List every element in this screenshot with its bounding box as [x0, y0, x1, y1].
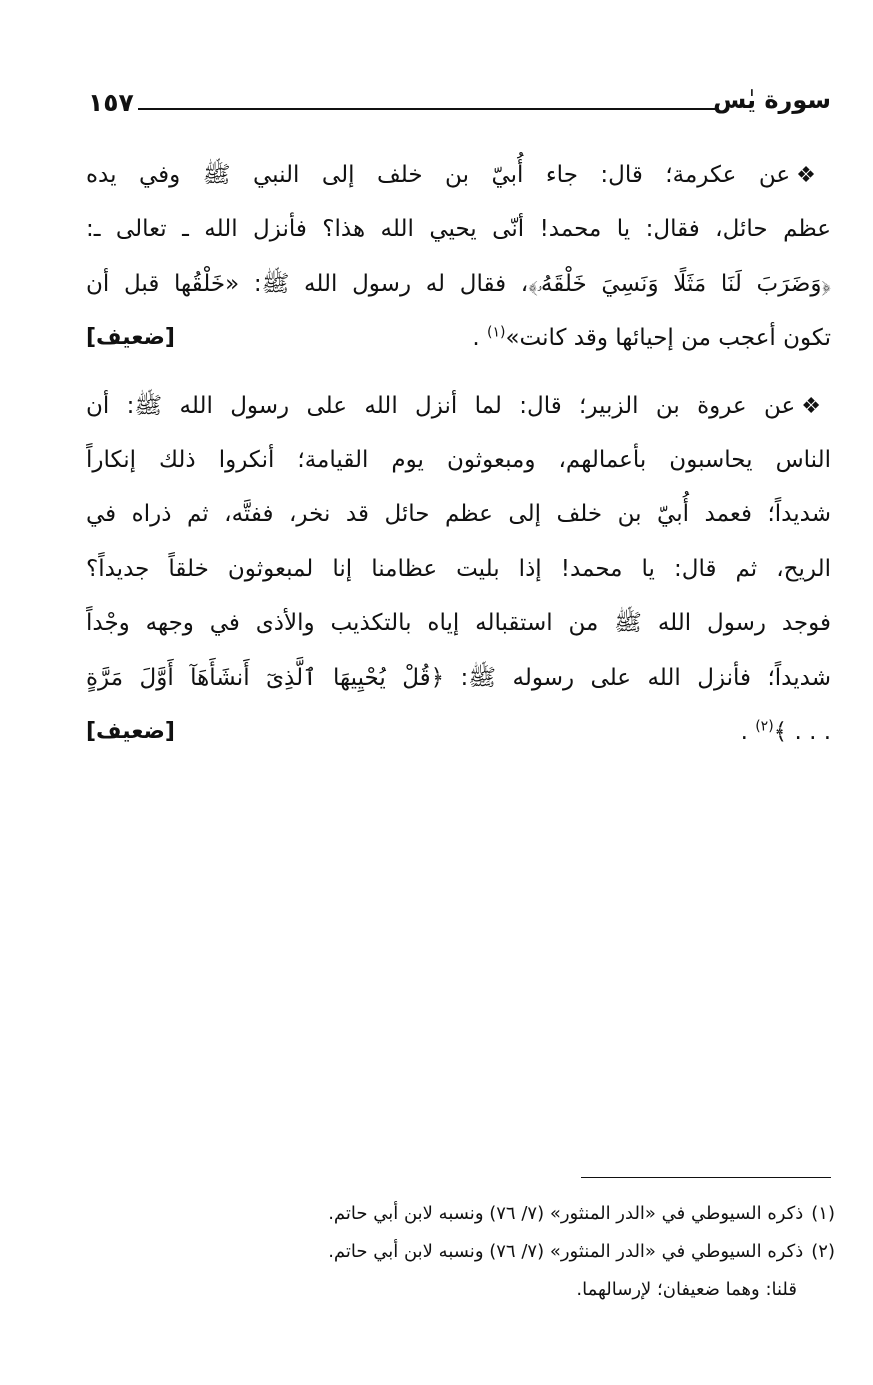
footnotes: [86, 1195, 835, 1309]
footnote-number: (٢): [811, 1241, 835, 1262]
text-line: ﴿وَضَرَبَ لَنَا مَثَلًا وَنَسِيَ خَلْقَهُۥ﴾، فقال له رسول الله ﷺ: «خَلْقُها قبل أن: [86, 270, 831, 297]
main-text: [86, 148, 831, 772]
hadith-paragraph-2: [86, 379, 831, 760]
diamond-bullet-icon: ❖: [801, 393, 831, 419]
text-line: شديداً؛ فأنزل الله على رسوله ﷺ: ﴿قُلْ يُحْيِيهَا ٱلَّذِىٓ أَنشَأَهَآ أَوَّلَ مَرَّةٍ: [86, 664, 831, 691]
text-line: ❖عن عروة بن الزبير؛ قال: لما أنزل الله على رسول الله ﷺ: أن: [86, 392, 831, 419]
text-line: فوجد رسول الله ﷺ من استقباله إياه بالتكذيب والأذى في وجهه وجْداً: [86, 610, 831, 637]
grade-label: [ضعيف]: [86, 325, 175, 351]
page-number: ١٥٧: [88, 88, 134, 117]
footnote-ref[interactable]: (١): [486, 324, 506, 341]
text-line: عظم حائل، فقال: يا محمد! أنّى يحيي الله هذا؟ فأنزل الله ـ تعالى ـ:: [86, 216, 831, 243]
footnote-1: (١)ذكره السيوطي في «الدر المنثور» (٧/ ٧٦) ونسبه لابن أبي حاتم.: [328, 1203, 835, 1224]
text-line: الناس يحاسبون بأعمالهم، ومبعوثون يوم القيامة؛ أنكروا ذلك إنكاراً: [86, 446, 831, 473]
grade-label: [ضعيف]: [86, 718, 175, 744]
footnote-2: (٢)ذكره السيوطي في «الدر المنثور» (٧/ ٧٦) ونسبه لابن أبي حاتم.: [328, 1241, 835, 1262]
page-header: [88, 86, 831, 126]
hadith-paragraph-1: [86, 148, 831, 366]
header-rule: [138, 108, 719, 110]
text-line: شديداً؛ فعمد أُبيّ بن خلف إلى عظم حائل قد نخر، ففتَّه، ثم ذراه في: [86, 501, 831, 528]
text-line: تكون أعجب من إحيائها وقد كانت»$^{(١)}$ . [ضعيف]: [86, 311, 831, 365]
footnote-ref[interactable]: (٢): [755, 718, 774, 735]
text-line: الريح، ثم قال: يا محمد! إذا بليت عظامنا إنا لمبعوثون خلقاً جديداً؟: [86, 555, 831, 582]
diamond-bullet-icon: ❖: [796, 163, 831, 188]
text-line: . . . ﴾$^{(٢)}$ . [ضعيف]: [86, 705, 831, 759]
footnote-separator: [581, 1177, 831, 1178]
surah-title: سورة يٰس: [713, 86, 831, 114]
text-line: ❖عن عكرمة؛ قال: جاء أُبيّ بن خلف إلى النبي ﷺ وفي يده: [86, 162, 831, 188]
footnote-number: (١): [811, 1203, 835, 1224]
footnote-note: قلنا: وهما ضعيفان؛ لإرسالهما.: [576, 1279, 797, 1300]
